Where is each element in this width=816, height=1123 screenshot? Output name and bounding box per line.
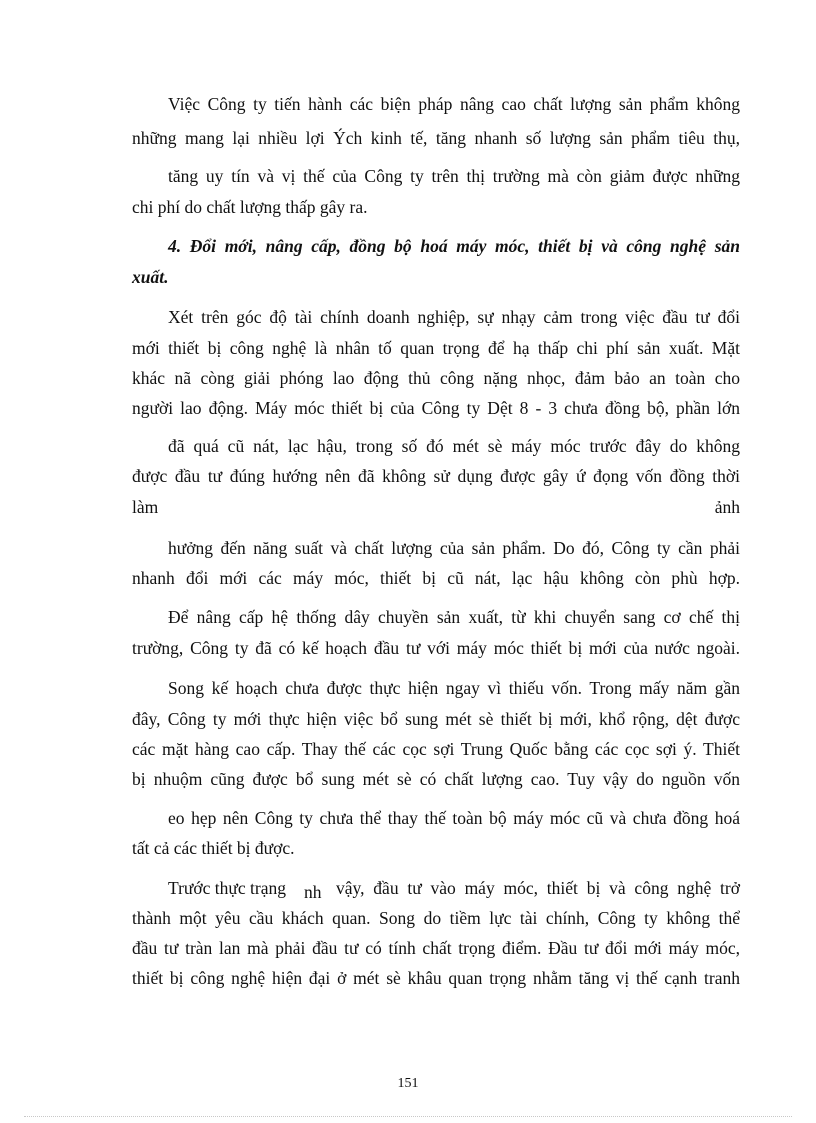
text-line: tất cả các thiết bị được. xyxy=(132,838,295,858)
text-line: khác nã còng giải phóng lao động thủ công nặng nhọc, đảm bảo an toàn cho xyxy=(132,368,740,388)
section-heading-cont: xuất. xyxy=(132,267,169,287)
text-line: chi phí do chất lượng thấp gây ra. xyxy=(132,197,368,217)
text-line: đầu tư tràn lan mà phải đầu tư có tính chất trọng điểm. Đầu tư đổi mới máy móc, xyxy=(132,938,740,958)
text-line: những mang lại nhiều lợi Ých kinh tế, tăng nhanh số lượng sản phẩm tiêu thụ, xyxy=(132,128,740,148)
text-line: eo hẹp nên Công ty chưa thể thay thế toàn bộ máy móc cũ và chưa đồng hoá xyxy=(168,808,740,828)
page-bottom-divider xyxy=(24,1116,792,1117)
text-line: làm xyxy=(132,497,159,517)
text-line: người lao động. Máy móc thiết bị của Công ty Dệt 8 - 3 chưa đồng bộ, phần lớn xyxy=(132,398,740,418)
text-line: bị nhuộm cũng được bổ sung mét sè có chất lượng cao. Tuy vậy do nguồn vốn xyxy=(132,769,740,789)
text-line: Xét trên góc độ tài chính doanh nghiệp, sự nhạy cảm trong việc đầu tư đổi xyxy=(168,307,740,327)
text-line: Để nâng cấp hệ thống dây chuyền sản xuất, từ khi chuyển sang cơ chế thị xyxy=(168,607,740,627)
text-line: đã quá cũ nát, lạc hậu, trong số đó mét sè máy móc trước đây do không xyxy=(168,436,740,456)
section-heading: 4. Đổi mới, nâng cấp, đồng bộ hoá máy móc, thiết bị và công nghệ sản xyxy=(168,236,740,256)
text-line: Việc Công ty tiến hành các biện pháp nâng cao chất lượng sản phẩm không xyxy=(168,94,740,114)
text-line: Song kế hoạch chưa được thực hiện ngay vì thiếu vốn. Trong mấy năm gần xyxy=(168,678,740,698)
text-line: thiết bị công nghệ hiện đại ở mét sè khâu quan trọng nhằm tăng vị thế cạnh tranh xyxy=(132,968,740,988)
text-line: mới thiết bị công nghệ là nhân tố quan trọng để hạ thấp chi phí sản xuất. Mặt xyxy=(132,338,740,358)
text-line: đây, Công ty mới thực hiện việc bổ sung mét sè thiết bị mới, khổ rộng, dệt được xyxy=(132,709,740,729)
text-line: ảnh xyxy=(714,497,740,517)
text-line: trường, Công ty đã có kế hoạch đầu tư với máy móc thiết bị mới của nước ngoài. xyxy=(132,638,740,658)
text-line: Trước thực trạng xyxy=(168,878,286,898)
text-line: nh xyxy=(304,882,322,902)
text-line: được đầu tư đúng hướng nên đã không sử dụng được gây ứ đọng vốn đồng thời xyxy=(132,466,740,486)
text-line: thành một yêu cầu khách quan. Song do tiềm lực tài chính, Công ty không thể xyxy=(132,908,740,928)
text-line: tăng uy tín và vị thế của Công ty trên thị trường mà còn giảm được những xyxy=(168,166,740,186)
page-number: 151 xyxy=(397,1076,419,1091)
text-line: hưởng đến năng suất và chất lượng của sản phẩm. Do đó, Công ty cần phải xyxy=(168,538,740,558)
text-line: nhanh đổi mới các máy móc, thiết bị cũ nát, lạc hậu không còn phù hợp. xyxy=(132,568,740,588)
text-line: vậy, đầu tư vào máy móc, thiết bị và công nghệ trở xyxy=(336,878,740,898)
text-line: các mặt hàng cao cấp. Thay thế các cọc sợi Trung Quốc bằng các cọc sợi ý. Thiết xyxy=(132,739,740,759)
